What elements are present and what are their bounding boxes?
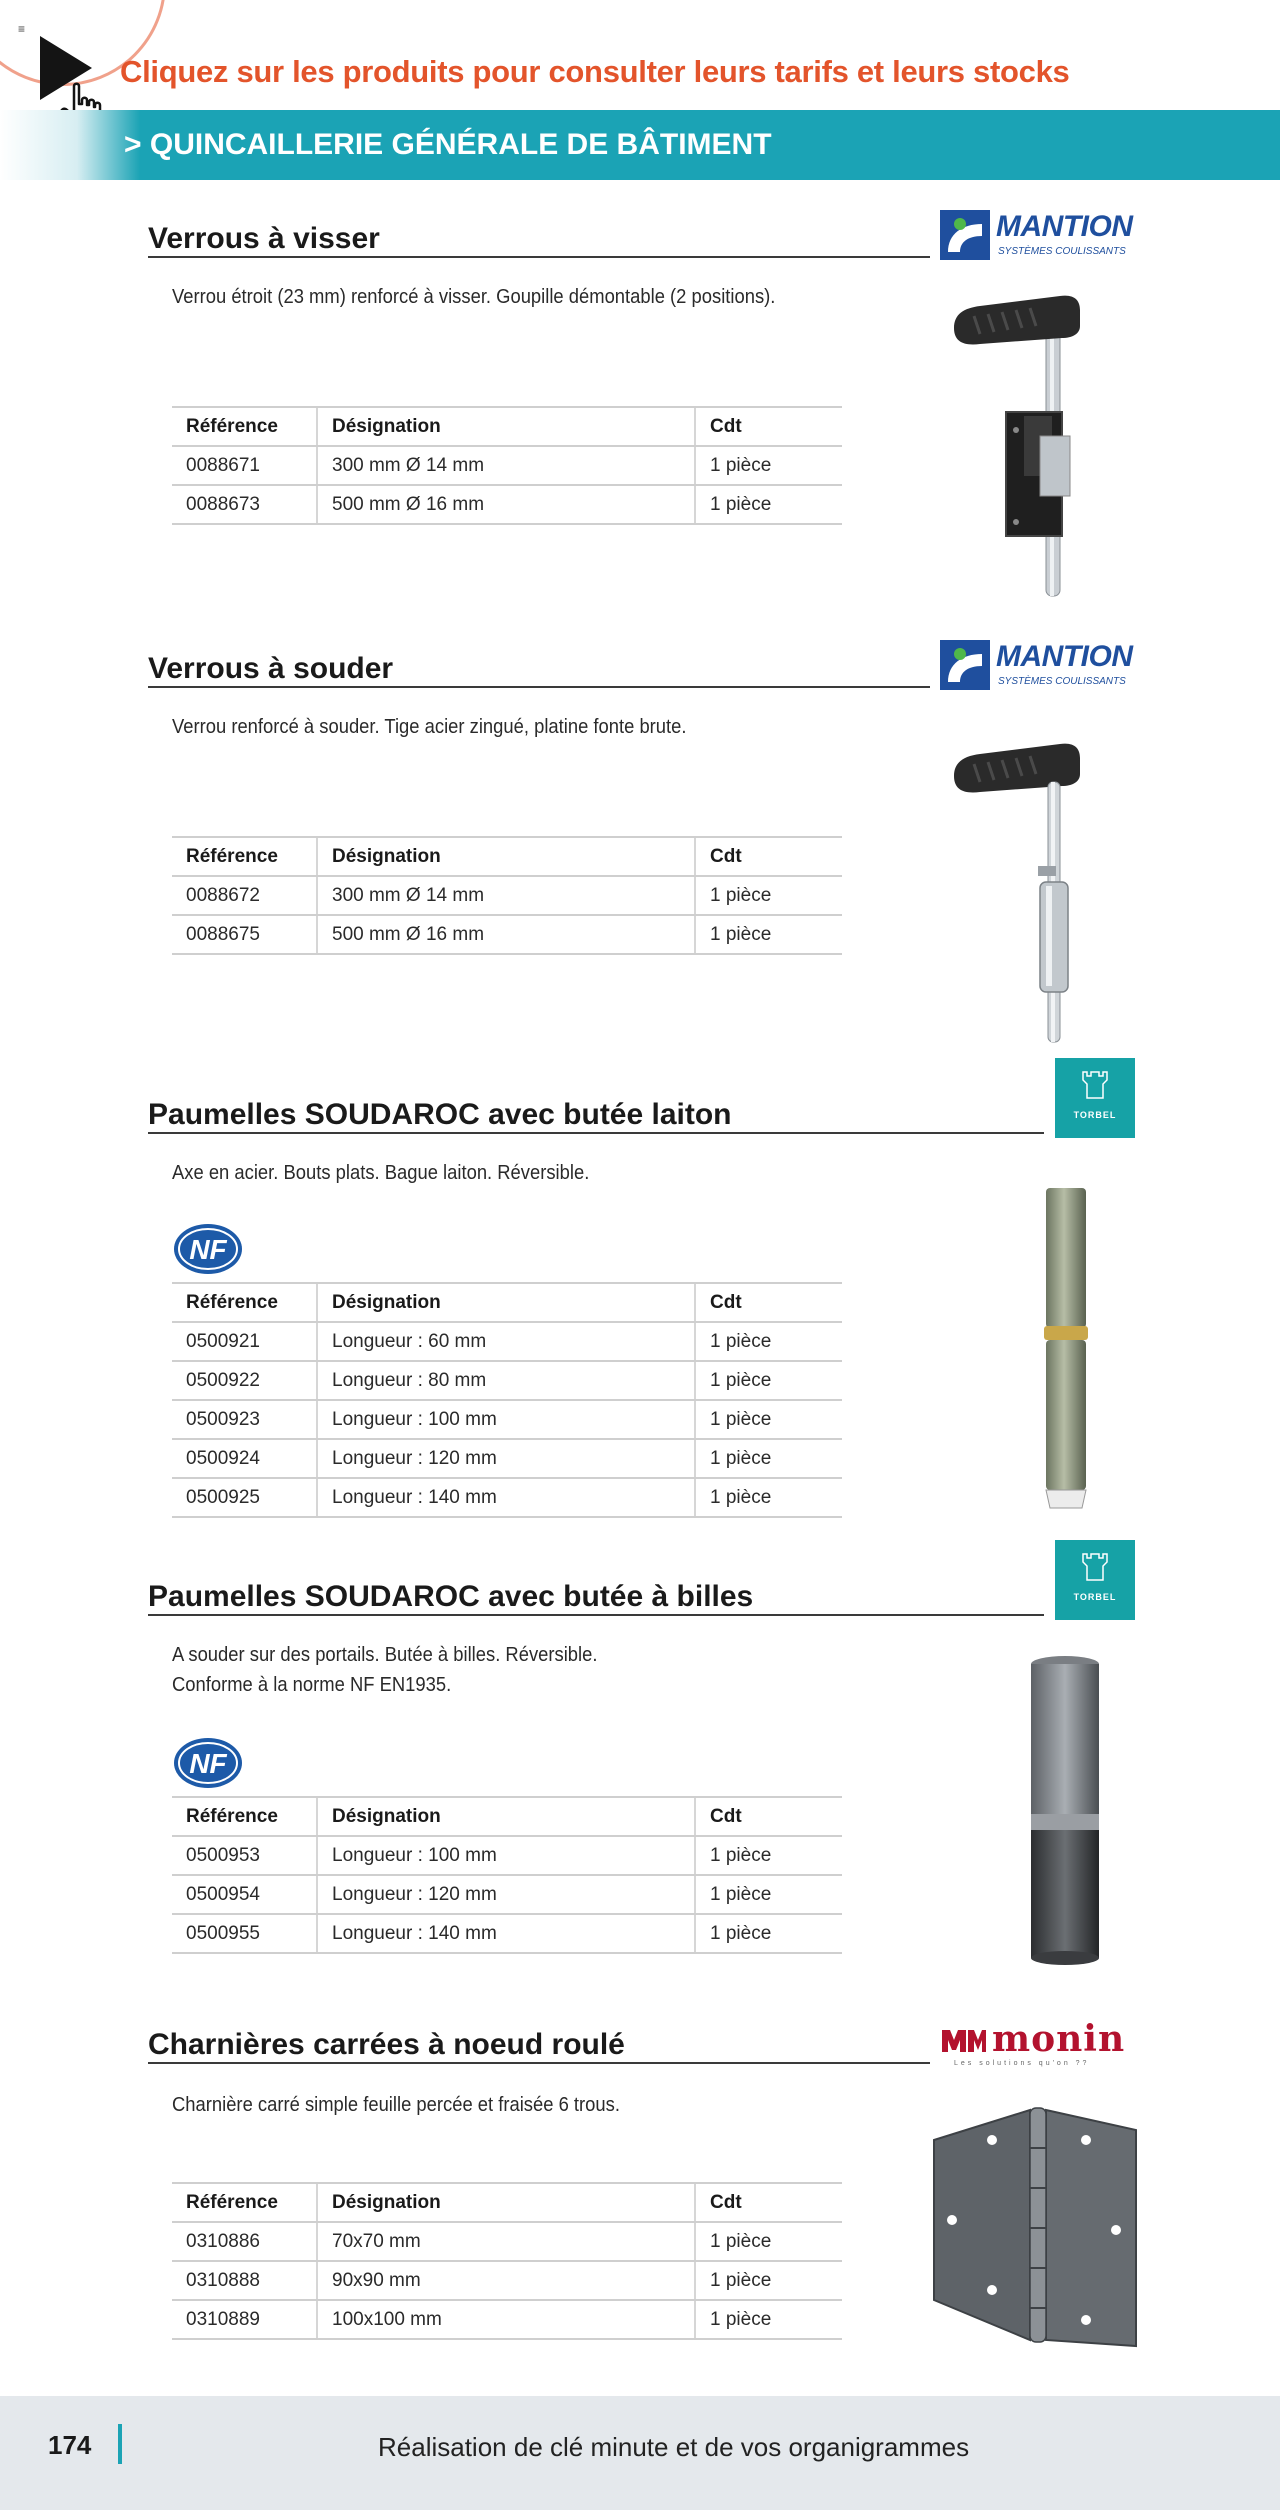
page-number: 174: [48, 2430, 92, 2460]
monin-mark-icon: [940, 2024, 988, 2054]
reference-table-paumelles-laiton: [172, 1282, 842, 1518]
section-rule: [148, 1614, 1044, 1616]
section-title-verrous-souder: Verrous à souder: [148, 652, 394, 685]
nf-label: NF: [189, 1234, 227, 1265]
reference-table-verrous-visser: [172, 406, 842, 525]
product-image-paumelle-laiton[interactable]: [1010, 1180, 1120, 1520]
header-tagline[interactable]: Cliquez sur les produits pour consulter leurs tarifs et leurs stocks: [120, 54, 1070, 89]
mantion-name: MANTION: [996, 210, 1133, 243]
table-header-row: Référence Désignation Cdt: [172, 2183, 842, 2222]
table-row[interactable]: 0500921 Longueur : 60 mm 1 pièce: [172, 1322, 842, 1361]
section-title-paumelles-billes: Paumelles SOUDAROC avec butée à billes: [148, 1580, 754, 1613]
table-row[interactable]: 0310889 100x100 mm 1 pièce: [172, 2300, 842, 2339]
menu-icon[interactable]: ≡: [18, 22, 26, 36]
monin-logo: [940, 2020, 1140, 2070]
table-header-row: Référence Désignation Cdt: [172, 1797, 842, 1836]
torbel-logo: [1055, 1058, 1135, 1138]
product-image-verrou-visser[interactable]: [940, 286, 1140, 606]
reference-table-paumelles-billes: [172, 1796, 842, 1954]
section-description: A souder sur des portails. Butée à billes. Réversible. Conforme à la norme NF EN1935.: [172, 1644, 598, 1696]
table-row[interactable]: 0500923 Longueur : 100 mm 1 pièce: [172, 1400, 842, 1439]
table-row[interactable]: 0500954 Longueur : 120 mm 1 pièce: [172, 1875, 842, 1914]
section-description: Verrou étroit (23 mm) renforcé à visser. Goupille démontable (2 positions).: [172, 286, 776, 308]
category-title: > QUINCAILLERIE GÉNÉRALE DE BÂTIMENT: [124, 128, 772, 161]
torbel-name: TORBEL: [1073, 1110, 1117, 1120]
table-row[interactable]: 0500925 Longueur : 140 mm 1 pièce: [172, 1478, 842, 1517]
footer-text: Réalisation de clé minute et de vos organigrammes: [378, 2432, 970, 2462]
table-header-row: Référence Désignation Cdt: [172, 407, 842, 446]
torbel-logo: [1055, 1540, 1135, 1620]
section-rule: [148, 256, 930, 258]
reference-table-verrous-souder: [172, 836, 842, 955]
table-row[interactable]: 0310886 70x70 mm 1 pièce: [172, 2222, 842, 2261]
table-row[interactable]: 0500953 Longueur : 100 mm 1 pièce: [172, 1836, 842, 1875]
table-row[interactable]: 0088671 300 mm Ø 14 mm 1 pièce: [172, 446, 842, 485]
nf-certification-icon: [172, 1222, 244, 1276]
mantion-logo: [940, 208, 1140, 268]
monin-subtitle: Les solutions qu'on ??: [954, 2060, 1090, 2067]
table-header-row: Référence Désignation Cdt: [172, 1283, 842, 1322]
section-description: Axe en acier. Bouts plats. Bague laiton. Réversible.: [172, 1162, 590, 1184]
product-image-paumelle-billes[interactable]: [1010, 1650, 1120, 1970]
mantion-subtitle: SYSTÈMES COULISSANTS: [998, 246, 1126, 257]
torbel-name: TORBEL: [1073, 1592, 1117, 1602]
table-row[interactable]: 0088675 500 mm Ø 16 mm 1 pièce: [172, 915, 842, 954]
nf-certification-icon: [172, 1736, 244, 1790]
mantion-mark-icon: [940, 210, 990, 260]
nf-label: NF: [189, 1748, 227, 1779]
table-row[interactable]: 0310888 90x90 mm 1 pièce: [172, 2261, 842, 2300]
tower-icon: [1081, 1070, 1109, 1100]
category-bar-fade: [0, 110, 140, 180]
section-rule: [148, 686, 930, 688]
mantion-logo: [940, 638, 1140, 698]
section-rule: [148, 2062, 930, 2064]
product-image-charniere[interactable]: [930, 2100, 1140, 2350]
mantion-mark-icon: [940, 640, 990, 690]
reference-table-charnieres: [172, 2182, 842, 2340]
section-rule: [148, 1132, 1044, 1134]
monin-name: monin: [992, 2018, 1126, 2060]
section-title-verrous-visser: Verrous à visser: [148, 222, 380, 255]
product-image-verrou-souder[interactable]: [940, 736, 1140, 1052]
section-title-charnieres: Charnières carrées à noeud roulé: [148, 2028, 625, 2061]
table-row[interactable]: 0088673 500 mm Ø 16 mm 1 pièce: [172, 485, 842, 524]
table-row[interactable]: 0088672 300 mm Ø 14 mm 1 pièce: [172, 876, 842, 915]
page-number-divider: [118, 2424, 122, 2464]
table-row[interactable]: 0500922 Longueur : 80 mm 1 pièce: [172, 1361, 842, 1400]
tower-icon: [1081, 1552, 1109, 1582]
section-description: Charnière carré simple feuille percée et fraisée 6 trous.: [172, 2094, 620, 2116]
section-description: Verrou renforcé à souder. Tige acier zingué, platine fonte brute.: [172, 716, 687, 738]
mantion-name: MANTION: [996, 640, 1133, 673]
table-row[interactable]: 0500924 Longueur : 120 mm 1 pièce: [172, 1439, 842, 1478]
table-header-row: Référence Désignation Cdt: [172, 837, 842, 876]
table-row[interactable]: 0500955 Longueur : 140 mm 1 pièce: [172, 1914, 842, 1953]
section-title-paumelles-laiton: Paumelles SOUDAROC avec butée laiton: [148, 1098, 732, 1131]
mantion-subtitle: SYSTÈMES COULISSANTS: [998, 676, 1126, 687]
